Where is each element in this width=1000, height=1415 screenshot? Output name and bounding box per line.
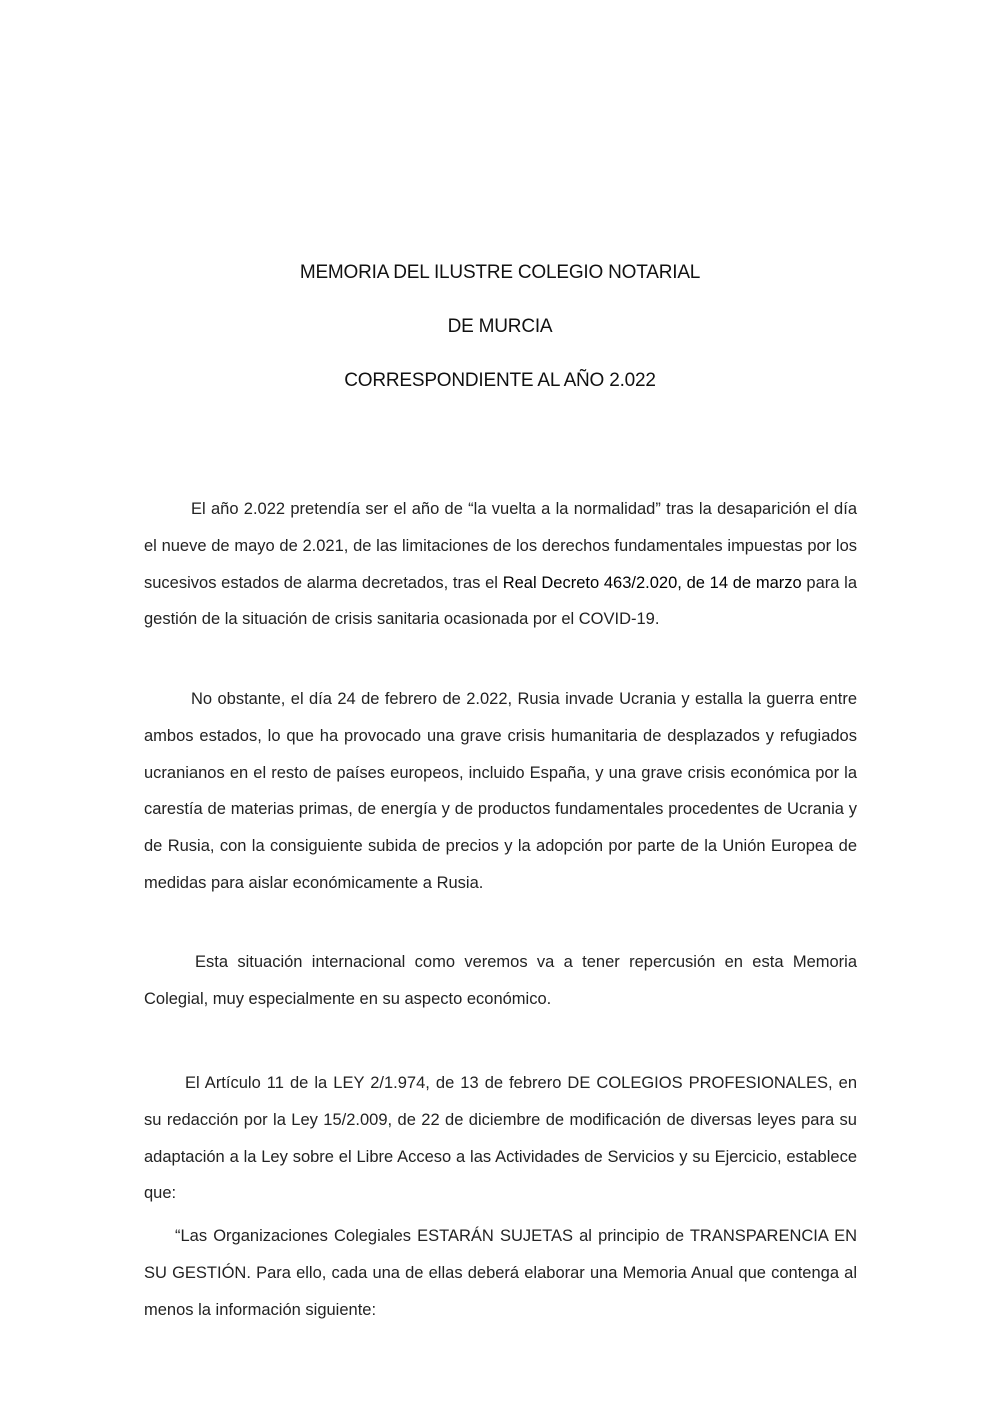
paragraph-1-end: para la gestión de la situación de crisis sanitaria ocasionada por el COVID-19. [144,573,857,629]
paragraph-1-start: El año 2.022 pretendía ser el año de “la vuelta a la normalidad” tras la desaparición el día el nueve de mayo de 2.021, de las limitaciones de los derechos fundamentales impuestas por los sucesivos estados de alarma decretados, tras el [144,500,857,592]
title-line-3: CORRESPONDIENTE AL AÑO 2.022 [344,370,656,391]
title-line-1: MEMORIA DEL ILUSTRE COLEGIO NOTARIAL [299,262,701,283]
decree-reference: Real Decreto 463/2.020, de 14 de marzo [502,573,802,592]
paragraph-1-text [144,491,857,638]
paragraph-4-text: El Artículo 11 de la LEY 2/1.974, de 13 de febrero DE COLEGIOS PROFESIONALES, en su redacción por la Ley 15/2.009, de 22 de diciembre de modificación de diversas leyes para su adaptación a la Ley sobre el Libre Acceso a las Actividades de Servicios y su Ejercicio, establece que: [144,1074,857,1203]
paragraph-5 [144,1218,857,1328]
paragraph-4 [144,1065,857,1212]
paragraph-1 [144,491,857,638]
paragraph-3 [144,944,857,1018]
title-line-2: DE MURCIA [447,316,553,337]
paragraph-3-text: Esta situación internacional como veremos va a tener repercusión en esta Memoria Colegial, muy especialmente en su aspecto económico. [144,953,857,1008]
paragraph-5-text: “Las Organizaciones Colegiales ESTARÁN SUJETAS al principio de TRANSPARENCIA EN SU GESTIÓN. Para ello, cada una de ellas deberá elaborar una Memoria Anual que contenga al menos la información siguiente: [144,1227,857,1319]
paragraph-2 [144,681,857,902]
paragraph-2-text: No obstante, el día 24 de febrero de 2.022, Rusia invade Ucrania y estalla la guerra entre ambos estados, lo que ha provocado una grave crisis humanitaria de desplazados y refugiados ucranianos en el resto de países europeos, incluido España, y una grave crisis económica por la carestía de materias primas, de energía y de productos fundamentales procedentes de Ucrania y de Rusia, con la consiguiente subida de precios y la adopción por parte de la Unión Europea de medidas para aislar económicamente a Rusia. [144,690,857,892]
